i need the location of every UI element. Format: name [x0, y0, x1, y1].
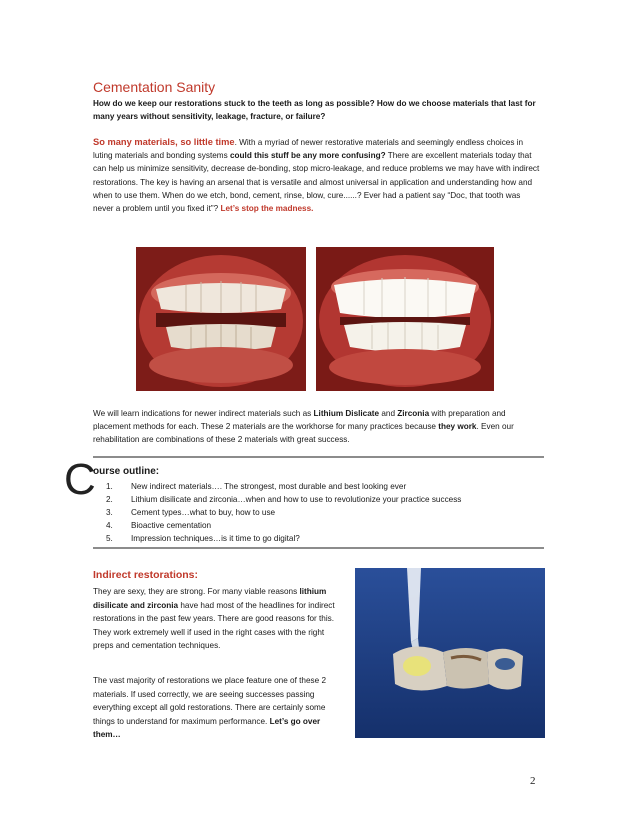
- indirect-closing-bold: Let’s go over them…: [93, 716, 321, 739]
- indirect-restorations-heading: Indirect restorations:: [93, 569, 199, 581]
- indirect-paragraph-2: The vast majority of restorations we place feature one of these 2 materials. If used correctly, we are seeing successes passing everything except all gold restorations. There are certainly some things to understand for maximum performance. Let’s go over them…: [93, 676, 327, 739]
- list-item: 4. Bioactive cementation: [106, 521, 212, 530]
- page-number: 2: [530, 775, 536, 787]
- course-outline-list: [106, 480, 536, 545]
- indications-and: and: [379, 409, 398, 418]
- indirect-materials-bold: lithium disilicate and zirconia: [93, 587, 327, 610]
- list-item: 1. New indirect materials…. The strongest, most durable and best looking ever: [106, 482, 407, 491]
- after-smile-photo: [316, 247, 494, 391]
- page-title: Cementation Sanity: [93, 79, 216, 95]
- intro-bold-question: could this stuff be any more confusing?: [230, 151, 386, 161]
- intro-lead: So many materials, so little time: [93, 137, 235, 147]
- course-outline-heading: ourse outline:: [93, 466, 160, 477]
- intro-closing: Let’s stop the madness.: [220, 204, 314, 214]
- list-item: 5. Impression techniques…is it time to go digital?: [106, 534, 300, 543]
- indications-paragraph: [93, 407, 545, 447]
- material-lithium: Lithium Dislicate: [313, 409, 380, 418]
- indirect-paragraph-1: They are sexy, they are strong. For many viable reasons lithium disilicate and zirconia have had most of the headlines for indirect restorations in the past few years. There are good reasons for this. They work extremely well if used in the right cases with the right preps and cementation techniques.: [93, 587, 335, 650]
- list-item: 2. Lithium disilicate and zirconia…when and how to use to revolutionize your practice success: [106, 495, 462, 504]
- subtitle: How do we keep our restorations stuck to the teeth as long as possible? How do we choose materials that last for many years without sensitivity, leakage, fracture, or failure?: [93, 99, 536, 121]
- crown-cementation-photo: [355, 568, 545, 738]
- indications-text-3: . Even our rehabilitation are combinations of these 2 materials with great success.: [93, 422, 514, 445]
- list-item: 3. Cement types…what to buy, how to use: [106, 508, 276, 517]
- intro-text-2: There are excellent materials today that can help us minimize sensitivity, decrease de-bonding, stop micro-leakage, and reduce problems we may have with indirect restorations. The key is having an arsenal that is versatile and almost universal in application and understanding how and when to use them. When do we etch, bond, cement, rinse, blow, cure......? Ever had a patient say “Doc, that tooth was never a problem until you fixed it”?: [93, 151, 540, 214]
- indications-text-2: with preparation and placement methods for each. These 2 materials are the workhorse for many practices because: [93, 409, 506, 432]
- before-smile-photo: [136, 247, 306, 391]
- intro-text-1: . With a myriad of newer restorative materials and seemingly endless choices in luting materials and bonding systems: [93, 138, 524, 161]
- divider-bottom: [93, 547, 544, 549]
- indications-text-1: We will learn indications for newer indirect materials such as: [93, 409, 314, 418]
- drop-cap: C: [64, 455, 96, 504]
- divider-top: [93, 456, 544, 458]
- intro-paragraph: [93, 136, 543, 215]
- indications-bold: they work: [438, 422, 477, 432]
- material-zirconia: Zirconia: [397, 409, 430, 418]
